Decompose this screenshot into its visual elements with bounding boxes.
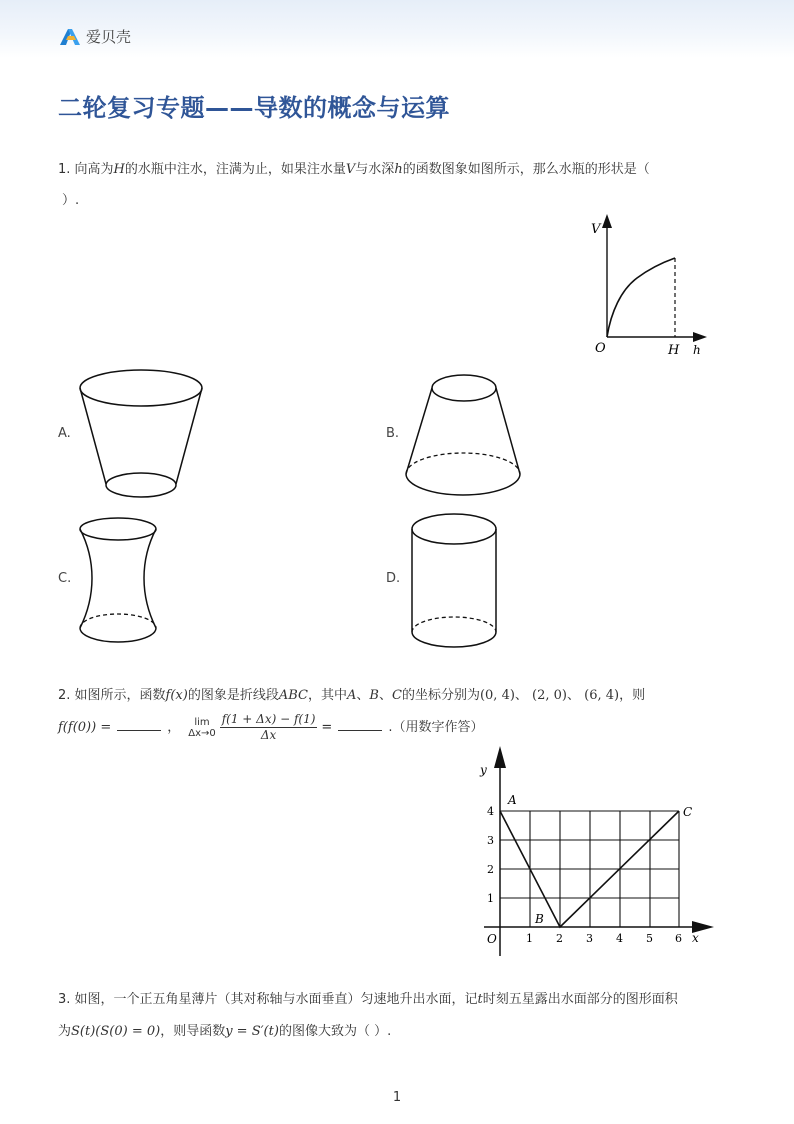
logo-icon <box>58 28 82 46</box>
q2-label-x: x <box>692 931 699 945</box>
q2-y-tick-3: 3 <box>487 834 494 847</box>
q2-x-tick-1: 1 <box>526 932 533 945</box>
difference-quotient: $\frac{f(1 + \Delta x) - f(1)}{\Delta x}$ <box>221 712 316 742</box>
q1-option-c-label: C. <box>58 571 72 586</box>
page-title: 二轮复习专题——导数的概念与运算 <box>58 94 450 122</box>
q2-y-tick-2: 2 <box>487 863 494 876</box>
q1-option-d-vessel <box>408 510 502 652</box>
q1-option-a-vessel <box>76 366 206 502</box>
logo-text: 爱贝壳 <box>86 28 132 46</box>
q2-label-y: y <box>480 763 487 777</box>
q2-x-tick-3: 3 <box>586 932 593 945</box>
q2-x-tick-4: 4 <box>616 932 623 945</box>
q2-label-b: B <box>535 912 544 926</box>
q1-volume-graph <box>585 212 715 360</box>
q1-option-b-label: B. <box>386 426 400 441</box>
q2-label-a: A <box>508 793 517 807</box>
q1-label-o: O <box>595 341 606 356</box>
q1-option-d-label: D. <box>386 571 401 586</box>
q1-line1: 1. 向高为H的水瓶中注水，注满为止，如果注水量V与水深h的函数图象如图所示，那么水瓶的形状是（ <box>58 162 650 177</box>
q1-label-H: H <box>668 343 680 358</box>
q2-label-o: O <box>487 932 497 946</box>
q3-line2: 为S(t)(S(0) = 0)，则导函数y = S′(t)的图像大致为（ ）. <box>58 1024 392 1039</box>
q1-label-v: V <box>591 222 601 237</box>
q1-option-b-vessel <box>402 370 526 502</box>
q2-polyline-graph <box>470 744 720 958</box>
answer-blank-2[interactable] <box>338 718 382 731</box>
q1-label-h: h <box>693 343 701 357</box>
q1-option-c-vessel <box>74 514 164 648</box>
q2-x-tick-6: 6 <box>675 932 682 945</box>
q2-label-c: C <box>683 805 693 819</box>
q2-y-tick-1: 1 <box>487 892 494 905</box>
q3-line1: 3. 如图，一个正五角星薄片（其对称轴与水面垂直）匀速地升出水面，记t时刻五星露出水面部分的图形面积 <box>58 992 678 1007</box>
q2-x-tick-5: 5 <box>646 932 653 945</box>
logo <box>58 26 131 47</box>
page-number: 1 <box>392 1090 402 1105</box>
q2-line2: f(f(0)) = ， lim Δx→0 $\frac{f(1 + \Delta x) - f(1)}{\Delta x}$ = .（用数字作答） <box>58 712 484 742</box>
q2-y-tick-4: 4 <box>487 805 494 818</box>
q1-line2: ）. <box>62 193 80 208</box>
limit-operator: lim Δx→0 <box>188 716 216 739</box>
q1-option-a-label: A. <box>58 426 71 441</box>
answer-blank-1[interactable] <box>117 718 161 731</box>
q2-x-tick-2: 2 <box>556 932 563 945</box>
q2-line1: 2. 如图所示，函数f(x)的图象是折线段ABC，其中A、B、C的坐标分别为(0, 4)、 (2, 0)、 (6, 4)，则 <box>58 688 646 703</box>
